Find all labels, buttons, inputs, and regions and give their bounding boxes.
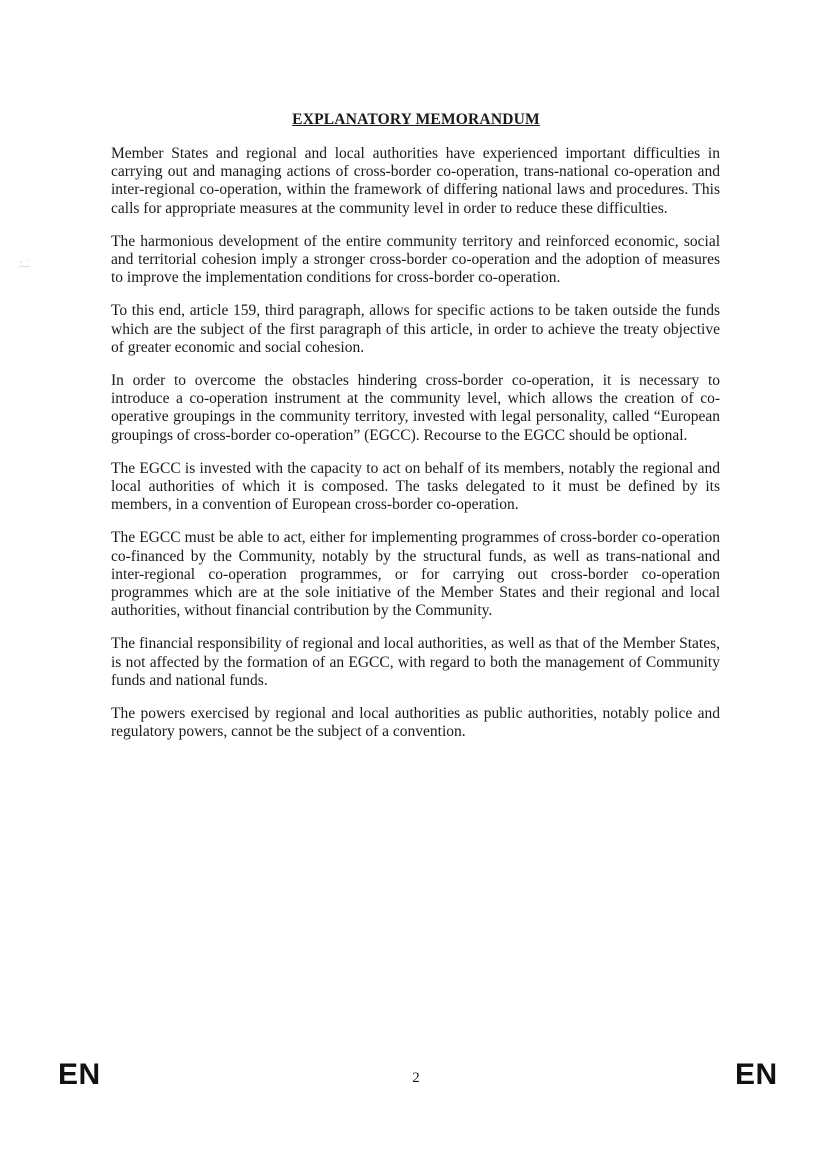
memorandum-paragraph: Member States and regional and local authorities have experienced important difficulties in carrying out and managing actions of cross-border co-operation, trans-national co-operation and inter-regional co-operation, within the framework of differing national laws and procedures. This calls for appropriate measures at the community level in order to reduce these difficulties. bbox=[111, 145, 720, 217]
memorandum-paragraph: The financial responsibility of regional and local authorities, as well as that of the Member States, is not affected by the formation of an EGCC, with regard to both the management of Community funds and national funds. bbox=[111, 635, 720, 689]
footer-language-code-right: EN bbox=[735, 1058, 778, 1091]
memorandum-paragraph: To this end, article 159, third paragraph, allows for specific actions to be taken outside the funds which are the subject of the first paragraph of this article, in order to achieve the treaty objective of greater economic and social cohesion. bbox=[111, 302, 720, 356]
memorandum-body bbox=[111, 145, 720, 756]
memorandum-paragraph: In order to overcome the obstacles hindering cross-border co-operation, it is necessary to introduce a co-operation instrument at the community level, which allows the creation of co-operative groupings in the community territory, invested with legal personality, called “European groupings of cross-border co-operation” (EGCC). Recourse to the EGCC should be optional. bbox=[111, 372, 720, 444]
scan-artifact-mark bbox=[17, 258, 35, 270]
memorandum-paragraph: The EGCC is invested with the capacity to act on behalf of its members, notably the regional and local authorities of which it is composed. The tasks delegated to it must be defined by its members, in a convention of European cross-border co-operation. bbox=[111, 459, 720, 514]
memorandum-paragraph: The powers exercised by regional and local authorities as public authorities, notably police and regulatory powers, cannot be the subject of a convention. bbox=[111, 705, 720, 741]
memorandum-paragraph: The harmonious development of the entire community territory and reinforced economic, social and territorial cohesion imply a stronger cross-border co-operation and the adoption of measures to improve the implementation conditions for cross-border co-operation. bbox=[111, 232, 720, 287]
footer-language-code-left: EN bbox=[58, 1058, 101, 1091]
memorandum-title: EXPLANATORY MEMORANDUM bbox=[292, 111, 540, 128]
memorandum-paragraph: The EGCC must be able to act, either for implementing programmes of cross-border co-operation co-financed by the Community, notably by the structural funds, as well as trans-national and inter-regional co-operation programmes, or for carrying out cross-border co-operation programmes which are at the sole initiative of the Member States and their regional and local authorities, without financial contribution by the Community. bbox=[111, 529, 720, 620]
page-number: 2 bbox=[412, 1070, 420, 1086]
